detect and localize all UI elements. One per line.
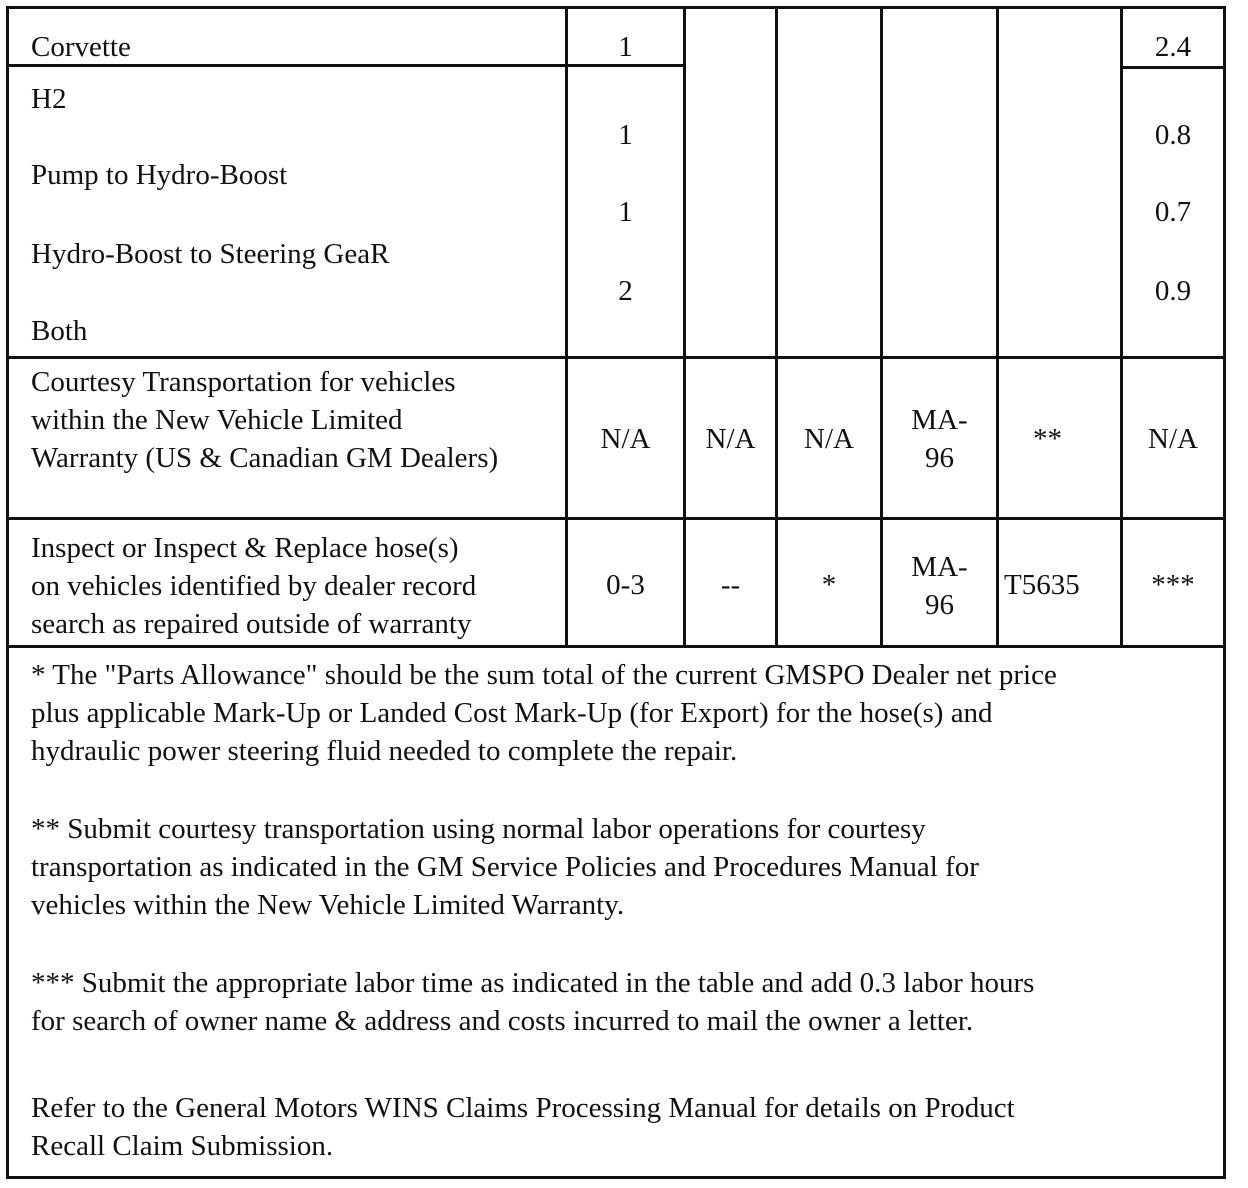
- inspect-col5-line: 96: [925, 589, 954, 621]
- inspect-col3: --: [720, 569, 741, 601]
- h2-qty-steering: 1: [618, 196, 633, 228]
- row-divider-courtesy: [6, 356, 1226, 359]
- note-line: for search of owner name & address and costs incurred to mail the owner a letter.: [31, 1005, 974, 1037]
- note-line: plus applicable Mark-Up or Landed Cost Mark-Up (for Export) for the hose(s) and: [31, 697, 993, 729]
- note-line: Refer to the General Motors WINS Claims Processing Manual for details on Product: [31, 1092, 1015, 1124]
- courtesy-col5: [883, 401, 996, 477]
- inspect-label-line: Inspect or Inspect & Replace hose(s): [31, 532, 459, 564]
- h2-labor-pump: 0.8: [1154, 119, 1192, 151]
- note-line: * The "Parts Allowance" should be the sum total of the current GMSPO Dealer net price: [31, 659, 1057, 691]
- note-line: transportation as indicated in the GM Service Policies and Procedures Manual for: [31, 851, 979, 883]
- col-divider-3: [775, 6, 778, 646]
- courtesy-col3: N/A: [705, 423, 756, 455]
- row-divider-inspect: [6, 517, 1226, 520]
- courtesy-col2: N/A: [600, 423, 651, 455]
- courtesy-label-line: Courtesy Transportation for vehicles: [31, 366, 456, 398]
- h2-sub-label-steering: Hydro-Boost to Steering GeaR: [31, 238, 390, 270]
- h2-qty-pump: 1: [618, 119, 633, 151]
- courtesy-col7: N/A: [1148, 423, 1198, 455]
- table-border-bottom: [6, 1176, 1226, 1179]
- courtesy-label: [31, 363, 498, 477]
- corvette-labor: 2.4: [1154, 31, 1192, 63]
- courtesy-label-line: within the New Vehicle Limited: [31, 404, 403, 436]
- courtesy-col5-line: 96: [925, 442, 954, 474]
- courtesy-col6: **: [1033, 423, 1062, 455]
- col-divider-6: [1120, 6, 1123, 646]
- inspect-label: [31, 529, 476, 643]
- table-border-right: [1223, 6, 1226, 1178]
- note-line: Recall Claim Submission.: [31, 1130, 334, 1162]
- inspect-col6: T5635: [1004, 569, 1080, 601]
- table-border-left: [6, 6, 9, 1178]
- corvette-label: Corvette: [31, 31, 131, 63]
- note-wins-manual: [31, 1089, 1015, 1165]
- inspect-col5: [883, 548, 996, 624]
- corvette-qty: 1: [618, 31, 633, 63]
- note-line: vehicles within the New Vehicle Limited Warranty.: [31, 889, 625, 921]
- col-divider-2: [683, 6, 686, 646]
- inspect-col2: 0-3: [606, 569, 645, 601]
- row-divider-notes: [6, 645, 1226, 648]
- inspect-col7: ***: [1151, 569, 1195, 601]
- note-courtesy-transportation: [31, 810, 979, 924]
- courtesy-col5-line: MA-: [911, 404, 968, 436]
- h2-sub-label-pump: Pump to Hydro-Boost: [31, 159, 288, 191]
- h2-label: H2: [31, 83, 67, 115]
- col-divider-1: [565, 6, 568, 646]
- inspect-label-line: search as repaired outside of warranty: [31, 608, 472, 640]
- h2-labor-steering: 0.7: [1154, 196, 1192, 228]
- inspect-col4: *: [821, 569, 837, 601]
- inspect-col5-line: MA-: [911, 551, 968, 583]
- courtesy-label-line: Warranty (US & Canadian GM Dealers): [31, 442, 499, 474]
- h2-qty-both: 2: [618, 275, 633, 307]
- h2-sub-label-both: Both: [31, 315, 88, 347]
- col-divider-5: [996, 6, 999, 646]
- row-divider-corvette-labor: [1120, 66, 1226, 69]
- h2-labor-both: 0.9: [1154, 275, 1192, 307]
- note-line: *** Submit the appropriate labor time as indicated in the table and add 0.3 labor hours: [31, 967, 1035, 999]
- note-line: hydraulic power steering fluid needed to complete the repair.: [31, 735, 738, 767]
- courtesy-col4: N/A: [804, 423, 854, 455]
- note-line: ** Submit courtesy transportation using normal labor operations for courtesy: [31, 813, 926, 845]
- note-parts-allowance: [31, 656, 1057, 770]
- note-labor-time: [31, 964, 1034, 1040]
- table-border-top: [6, 6, 1226, 9]
- inspect-label-line: on vehicles identified by dealer record: [31, 570, 477, 602]
